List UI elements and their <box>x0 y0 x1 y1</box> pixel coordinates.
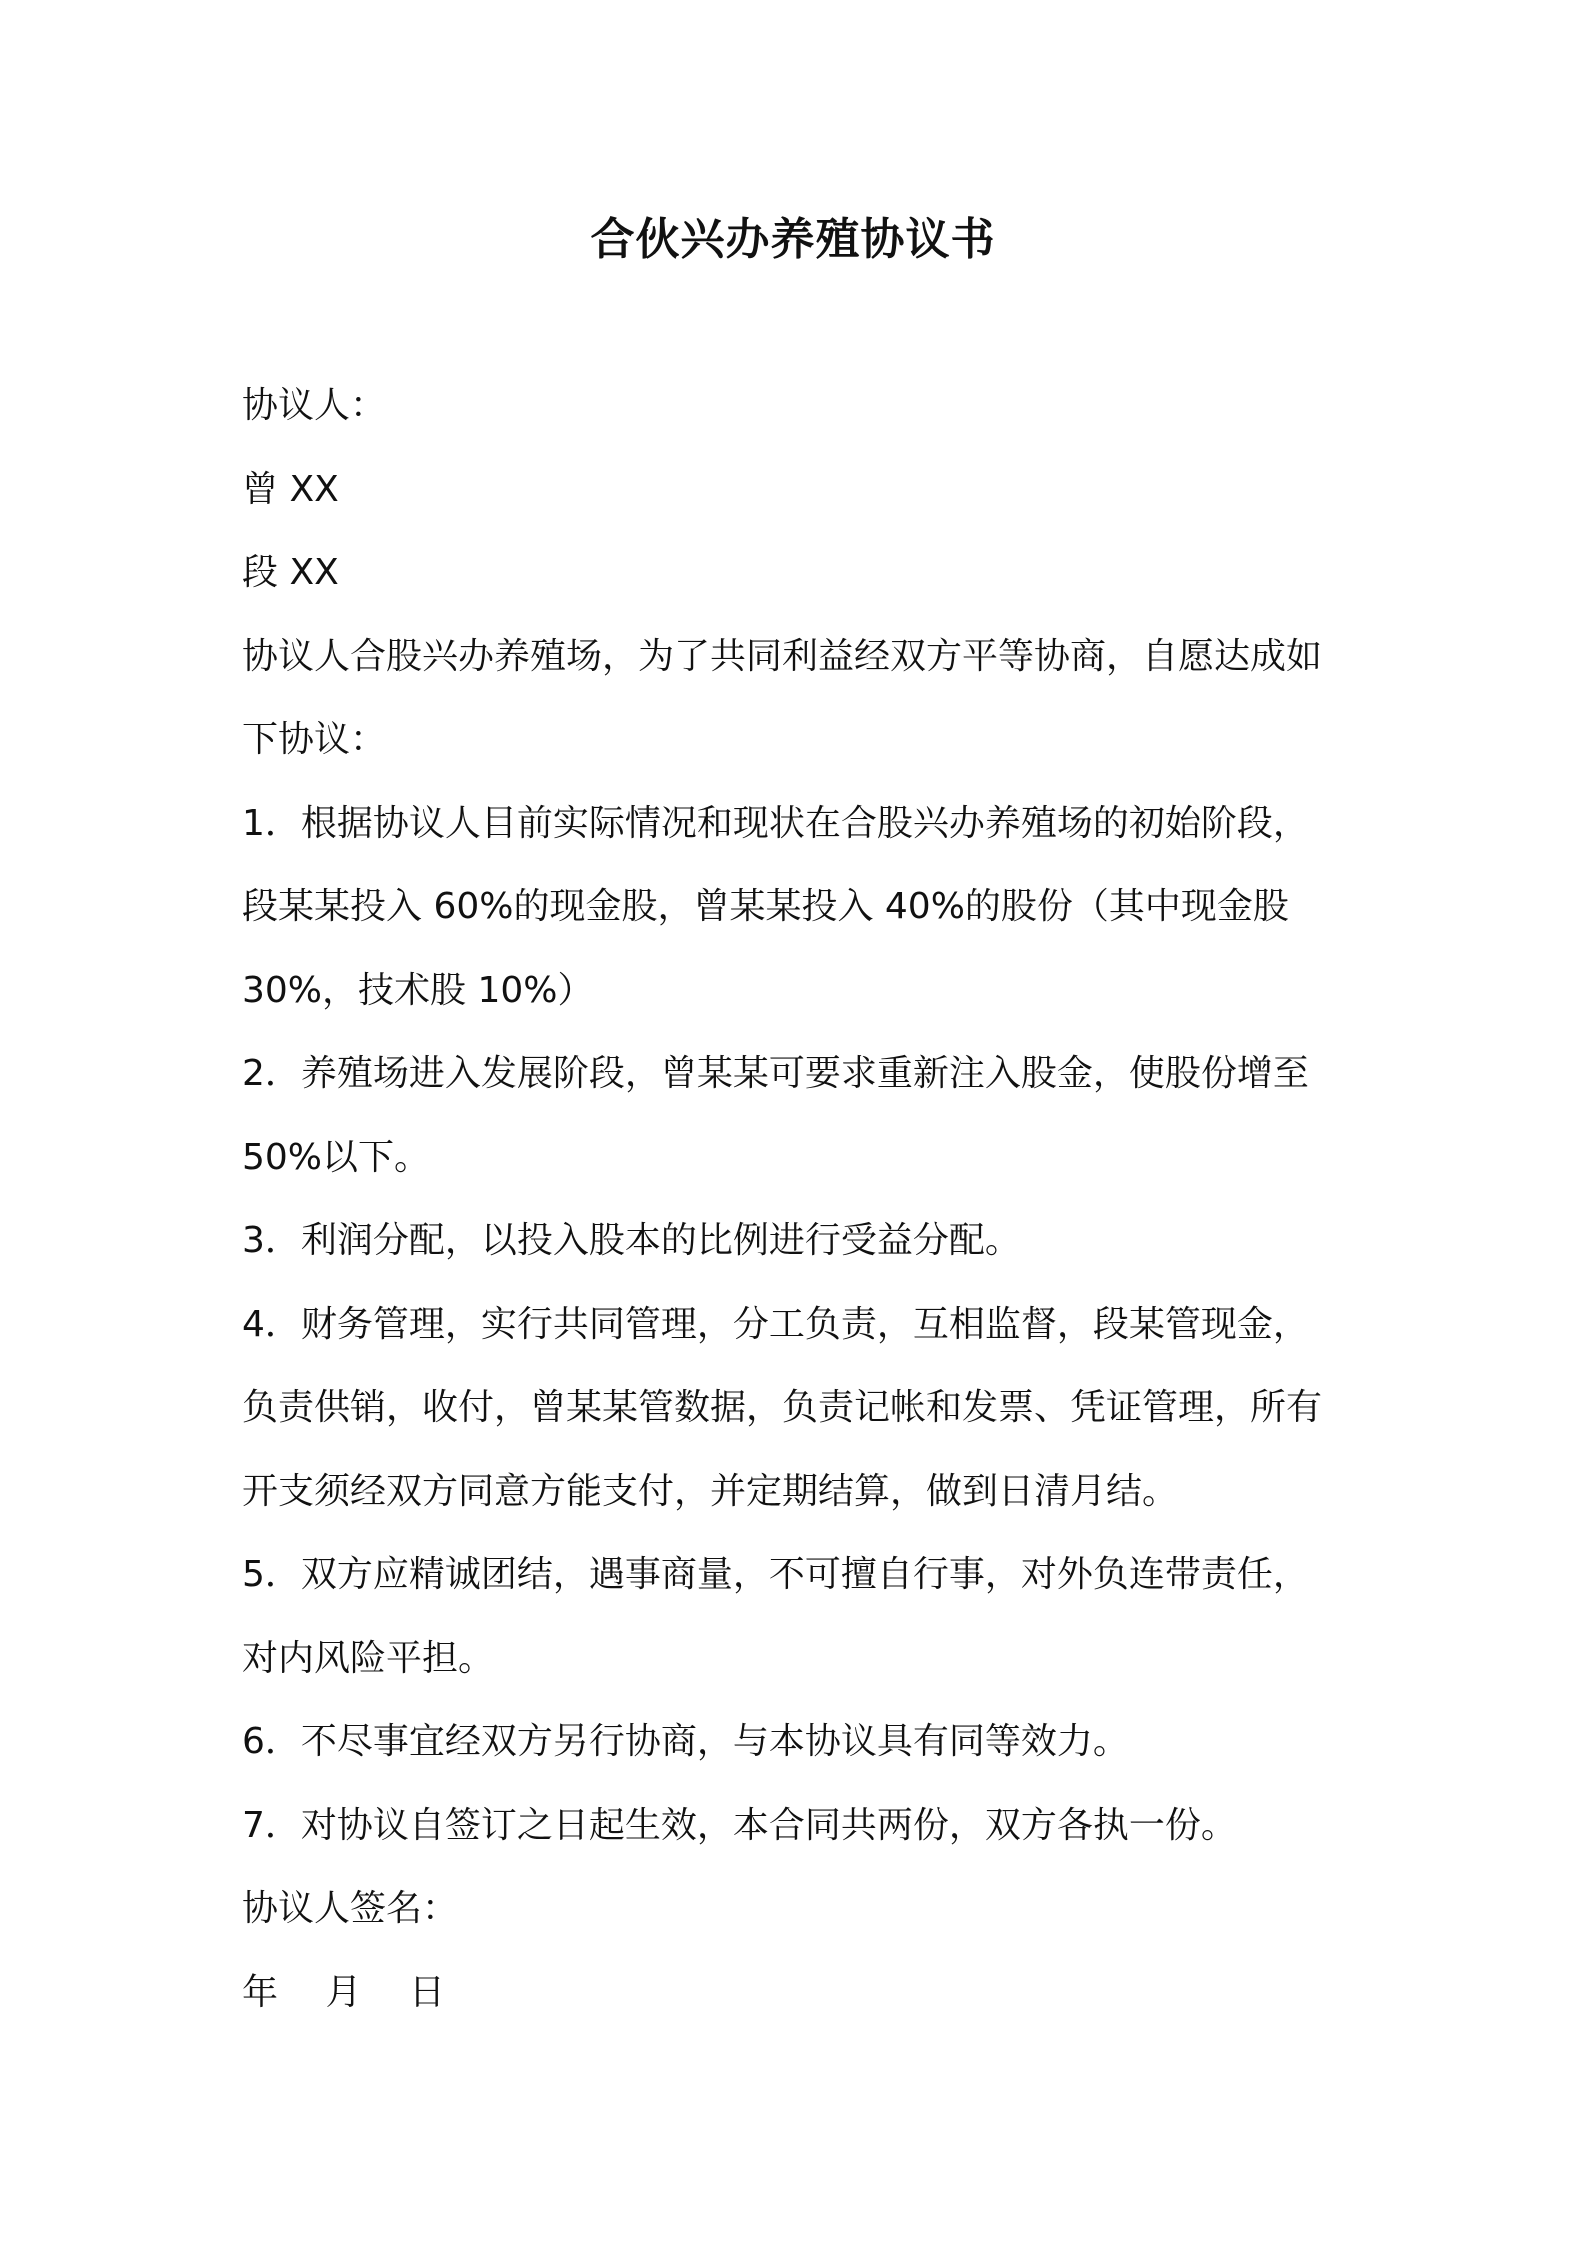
clause-1-line: 1．根据协议人目前实际情况和现状在合股兴办养殖场的初始阶段， <box>242 802 1309 844</box>
party-2: 段 XX <box>242 552 339 593</box>
parties-label: 协议人： <box>242 385 387 426</box>
clause-2-line: 2．养殖场进入发展阶段，曾某某可要求重新注入股金，使股份增至 <box>242 1053 1309 1094</box>
document-body <box>242 364 1362 2034</box>
clause-4-line: 开支须经双方同意方能支付，并定期结算，做到日清月结。 <box>242 1470 1179 1512</box>
clause-3-line: 3．利润分配，以投入股本的比例进行受益分配。 <box>242 1220 1021 1261</box>
clause-2-line: 50%以下。 <box>242 1136 431 1178</box>
clause-4-line: 负责供销，收付，曾某某管数据，负责记帐和发票、凭证管理，所有 <box>242 1387 1323 1428</box>
intro-line: 协议人合股兴办养殖场，为了共同利益经双方平等协商，自愿达成如 <box>242 635 1323 677</box>
clause-5-line: 对内风险平担。 <box>242 1637 495 1679</box>
date-day: 日 <box>408 1971 445 2013</box>
intro-line: 下协议： <box>242 719 387 760</box>
document-title: 合伙兴办养殖协议书 <box>590 214 996 265</box>
date-line <box>242 1951 1362 2035</box>
date-year: 年 <box>242 1971 279 2013</box>
clause-1-line: 30%，技术股 10%） <box>242 969 594 1011</box>
clause-6-line: 6．不尽事宜经双方另行协商，与本协议具有同等效力。 <box>242 1721 1129 1762</box>
clause-4-line: 4．财务管理，实行共同管理，分工负责，互相监督，段某管现金， <box>242 1303 1309 1345</box>
clause-7-line: 7．对协议自签订之日起生效，本合同共两份，双方各执一份。 <box>242 1804 1237 1846</box>
date-month: 月 <box>325 1971 362 2013</box>
clause-1-line: 段某某投入 60%的现金股，曾某某投入 40%的股份（其中现金股 <box>242 886 1289 927</box>
party-1: 曾 XX <box>242 468 339 510</box>
clause-5-line: 5．双方应精诚团结，遇事商量，不可擅自行事，对外负连带责任， <box>242 1554 1309 1595</box>
signature-label: 协议人签名： <box>242 1888 459 1929</box>
